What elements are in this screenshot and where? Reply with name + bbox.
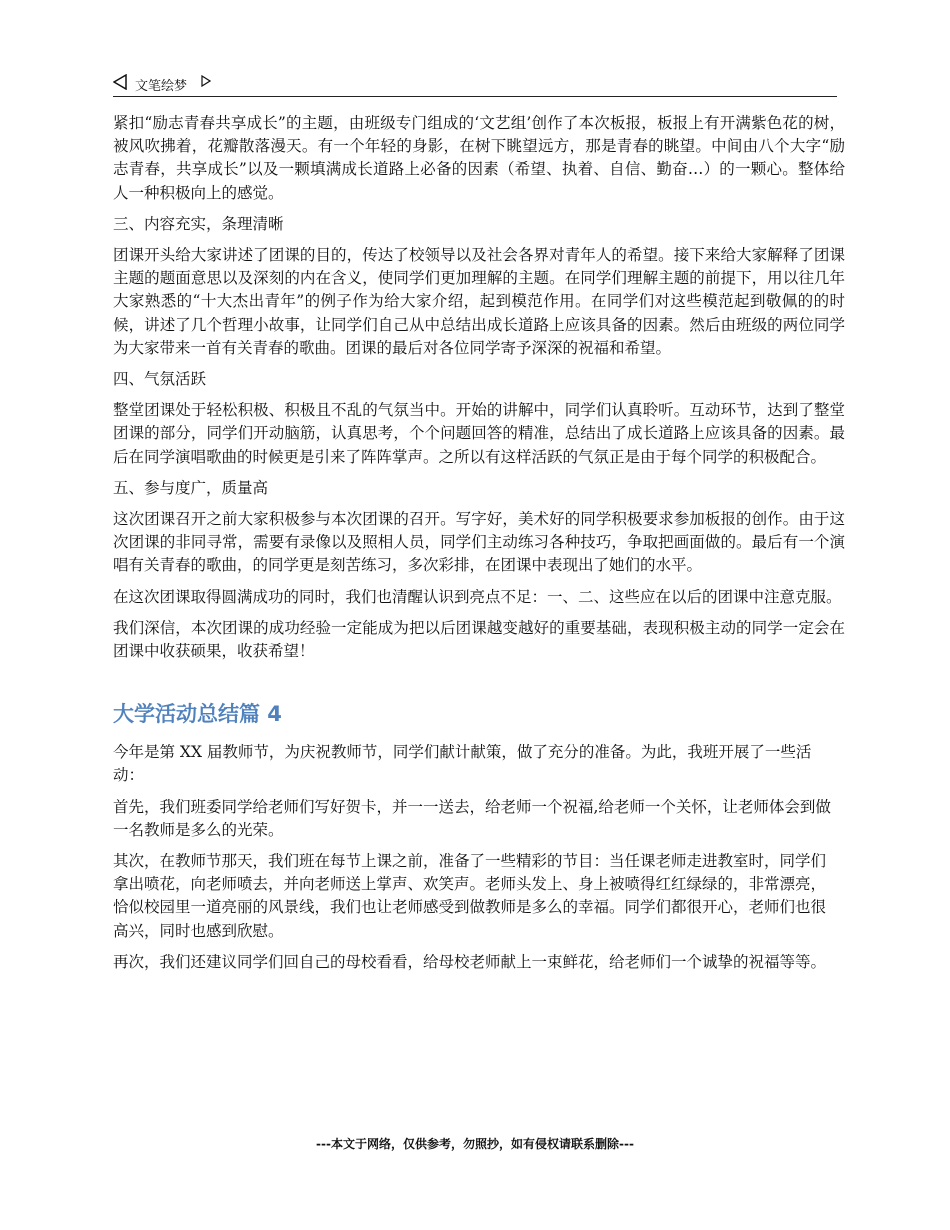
paragraph: 整堂团课处于轻松积极、积极且不乱的气氛当中。开始的讲解中，同学们认真聆听。互动环节，达到了整堂团课的部分，同学们开动脑筋，认真思考，个个问题回答的精准，总结出了成长道路上应该具备的因素。最后在同学演唱歌曲的时候更是引来了阵阵掌声。之所以有这样活跃的气氛正是由于每个同学的积极配合。 — [113, 401, 845, 466]
section-heading: 三、内容充实，条理清晰 — [113, 214, 284, 233]
page-footer: ---本文于网络，仅供参考，勿照抄，如有侵权请联系删除--- — [316, 1137, 634, 1151]
section-heading: 四、气氛活跃 — [113, 370, 207, 389]
paragraph: 首先，我们班委同学给老师们写好贺卡，并一一送去，给老师一个祝福,给老师一个关怀，让老师体会到做一名教师是多么的光荣。 — [113, 797, 831, 839]
paragraph: 团课开头给大家讲述了团课的目的，传达了校领导以及社会各界对青年人的希望。接下来给大家解释了团课主题的题面意思以及深刻的内在含义，使同学们更加理解的主题。在同学们理解主题的前提下，用以往几年大家熟悉的“十大杰出青年”的例子作为给大家介绍，起到模范作用。在同学们对这些模范起到敬佩的的时候，讲述了几个哲理小故事，让同学们自己从中总结出成长道路上应该具备的因素。然后由班级的两位同学为大家带来一首有关青春的歌曲。团课的最后对各位同学寄予深深的祝福和希望。 — [113, 246, 845, 357]
paragraph: 我们深信，本次团课的成功经验一定能成为把以后团课越变越好的重要基础，表现积极主动的同学一定会在团课中收获硕果，收获希望！ — [113, 618, 845, 661]
header-brand: 文笔绘梦 — [135, 79, 188, 94]
left-triangle-icon — [113, 74, 127, 90]
right-triangle-icon — [201, 75, 211, 87]
page-header — [113, 68, 837, 97]
paragraph: 这次团课召开之前大家积极参与本次团课的召开。写字好，美术好的同学积极要求参加板报的创作。由于这次团课的非同寻常，需要有录像以及照相人员，同学们主动练习各种技巧，争取把画面做的。最后有一个演唱有关青春的歌曲，的同学更是刻苦练习，多次彩排，在团课中表现出了她们的水平。 — [113, 510, 845, 575]
paragraph: 其次，在教师节那天，我们班在每节上课之前，准备了一些精彩的节目：当任课老师走进教室时，同学们拿出喷花，向老师喷去，并向老师送上掌声、欢笑声。老师头发上、身上被喷得红红绿绿的，非常漂亮，恰似校园里一道亮丽的风景线，我们也让老师感受到做教师是多么的幸福。同学们都很开心，老师们也很高兴，同时也感到欣慰。 — [113, 852, 827, 940]
section-heading: 五、参与度广，质量高 — [113, 478, 269, 497]
paragraph: 在这次团课取得圆满成功的同时，我们也清醒认识到亮点不足：一、二、这些应在以后的团课中注意克服。 — [113, 587, 842, 606]
paragraph: 今年是第 XX 届教师节，为庆祝教师节，同学们献计献策，做了充分的准备。为此，我班开展了一些活动： — [113, 743, 812, 785]
document-body — [113, 112, 845, 982]
paragraph: 紧扣“励志青春共享成长”的主题，由班级专门组成的‘文艺组’创作了本次板报，板报上有开满紫色花的树，被风吹拂着，花瓣散落漫天。有一个年轻的身影，在树下眺望远方，那是青春的眺望。中间由八个大字“励志青春，共享成长”以及一颗填满成长道路上必备的因素（希望、执着、自信、勤奋…）的一颗心。整体给人一种积极向上的感觉。 — [113, 114, 845, 202]
article-title: 大学活动总结篇 4 — [113, 702, 282, 727]
paragraph: 再次，我们还建议同学们回自己的母校看看，给母校老师献上一束鲜花，给老师们一个诚挚的祝福等等。 — [113, 952, 827, 971]
